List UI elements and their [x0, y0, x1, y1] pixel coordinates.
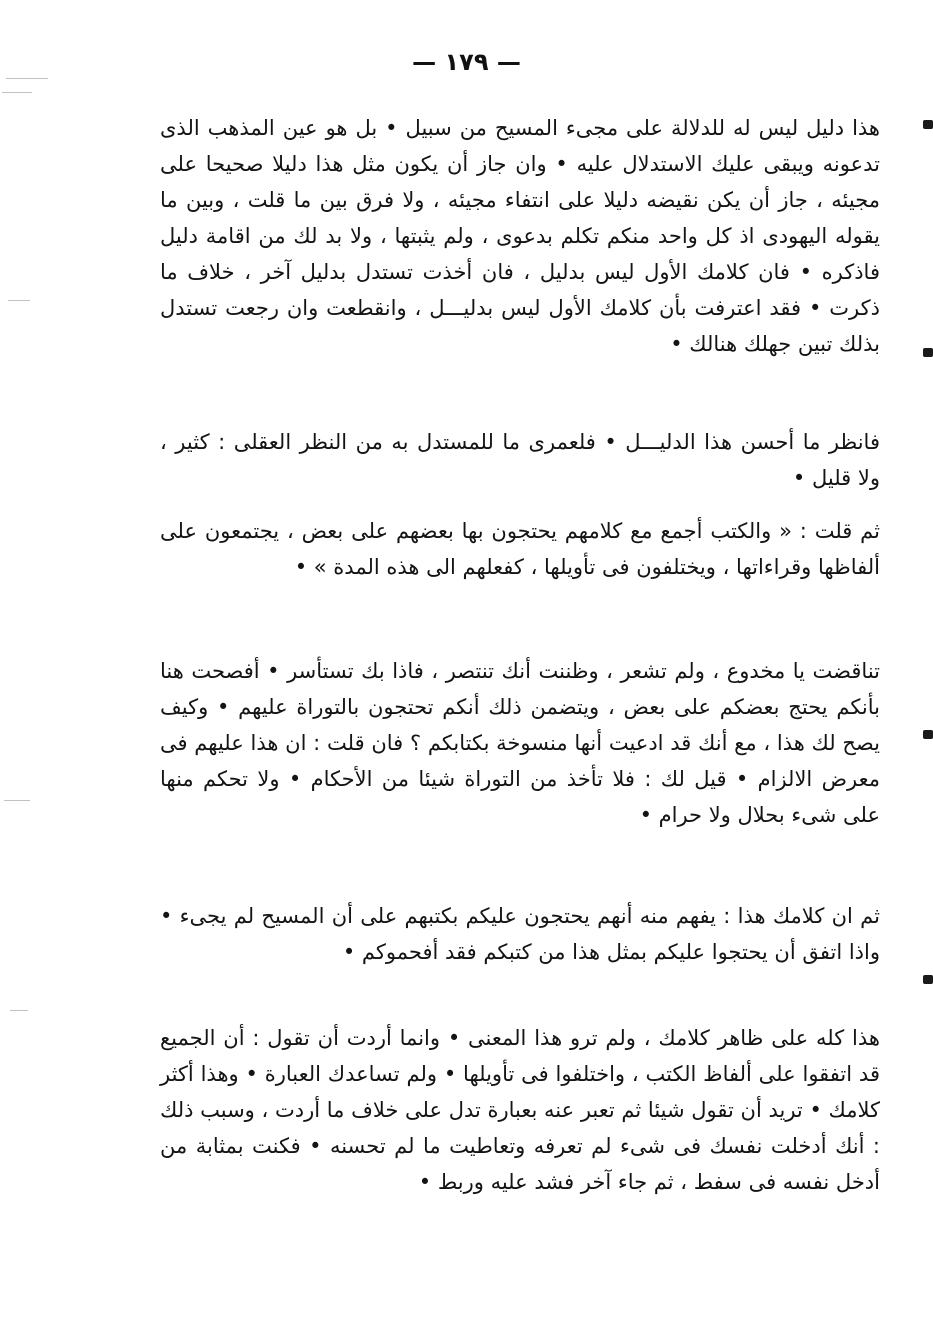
paragraph-2 [160, 424, 880, 496]
paragraph-6 [160, 1020, 880, 1200]
scan-artifact [6, 78, 48, 79]
scan-artifact [8, 300, 30, 301]
paragraph-text: تناقضت يا مخدوع ، ولم تشعر ، وظننت أنك تنتصر ، فاذا بك تستأسر • أفصحت هنا بأنكم يحتج بعضكم على بعض ، ويتضمن ذلك أنكم تحتجون بالتوراة عليهم • وكيف يصح لك هذا ، مع أنك قد ادعيت أنها منسوخة بكتابكم ؟ فان قلت : ان هذا عليهم فى معرض الالزام • قيل لك : فلا تأخذ من التوراة شيئا من الأحكام • ولا تحكم منها على شىء بحلال ولا حرام • [160, 659, 880, 827]
paragraph-text: هذا كله على ظاهر كلامك ، ولم ترو هذا المعنى • وانما أردت أن تقول : أن الجميع قد اتفقوا على ألفاظ الكتب ، واختلفوا فى تأويلها • ولم تساعدك العبارة • وهذا أكثر كلامك • تريد أن تقول شيئا ثم تعبر عنه بعبارة تدل على خلاف ما أردت ، وسبب ذلك : أنك أدخلت نفسك فى شىء لم تعرفه وتعاطيت ما لم تحسنه • فكنت بمثابة من أدخل نفسه فى سفط ، ثم جاء آخر فشد عليه وربط • [160, 1026, 880, 1194]
page-number: — ١٧٩ — [412, 48, 521, 76]
paragraph-text: فانظر ما أحسن هذا الدليـــل • فلعمرى ما للمستدل به من النظر العقلى : كثير ، ولا قليل • [160, 430, 880, 490]
paragraph-4 [160, 653, 880, 833]
paragraph-3 [160, 513, 880, 585]
paragraph-5 [160, 898, 880, 970]
margin-binding-mark [923, 975, 933, 984]
paragraph-1 [160, 110, 880, 362]
scan-artifact [10, 1010, 28, 1011]
margin-binding-mark [923, 120, 933, 129]
paragraph-text: ثم ان كلامك هذا : يفهم منه أنهم يحتجون عليكم بكتبهم على أن المسيح لم يجىء • واذا اتفق أن يحتجوا عليكم بمثل هذا من كتبكم فقد أفحموكم • [160, 904, 880, 964]
scan-artifact [4, 800, 30, 801]
paragraph-text: هذا دليل ليس له للدلالة على مجىء المسيح من سبيل • بل هو عين المذهب الذى تدعونه ويبقى عليك الاستدلال عليه • وان جاز أن يكون مثل هذا دليلا صحيحا على مجيئه ، جاز أن يكن نقيضه دليلا على انتفاء مجيئه ، ولا فرق بين ما قلت ، وبين ما يقوله اليهودى اذ كل واحد منكم تكلم بدعوى ، ولم يثبتها ، ولا بد لك من اقامة دليل فاذكره • فان كلامك الأول ليس بدليل ، فان أخذت تستدل بدليل آخر ، خلاف ما ذكرت • فقد اعترفت بأن كلامك الأول ليس بدليـــل ، وانقطعت وان رجعت تستدل بذلك تبين جهلك هنالك • [160, 116, 880, 356]
margin-binding-mark [923, 348, 933, 357]
margin-binding-mark [923, 730, 933, 739]
scan-artifact [2, 92, 32, 93]
paragraph-text: ثم قلت : « والكتب أجمع مع كلامهم يحتجون بها بعضهم على بعض ، يجتمعون على ألفاظها وقراءاتها ، ويختلفون فى تأويلها ، كفعلهم الى هذه المدة » • [160, 519, 880, 579]
